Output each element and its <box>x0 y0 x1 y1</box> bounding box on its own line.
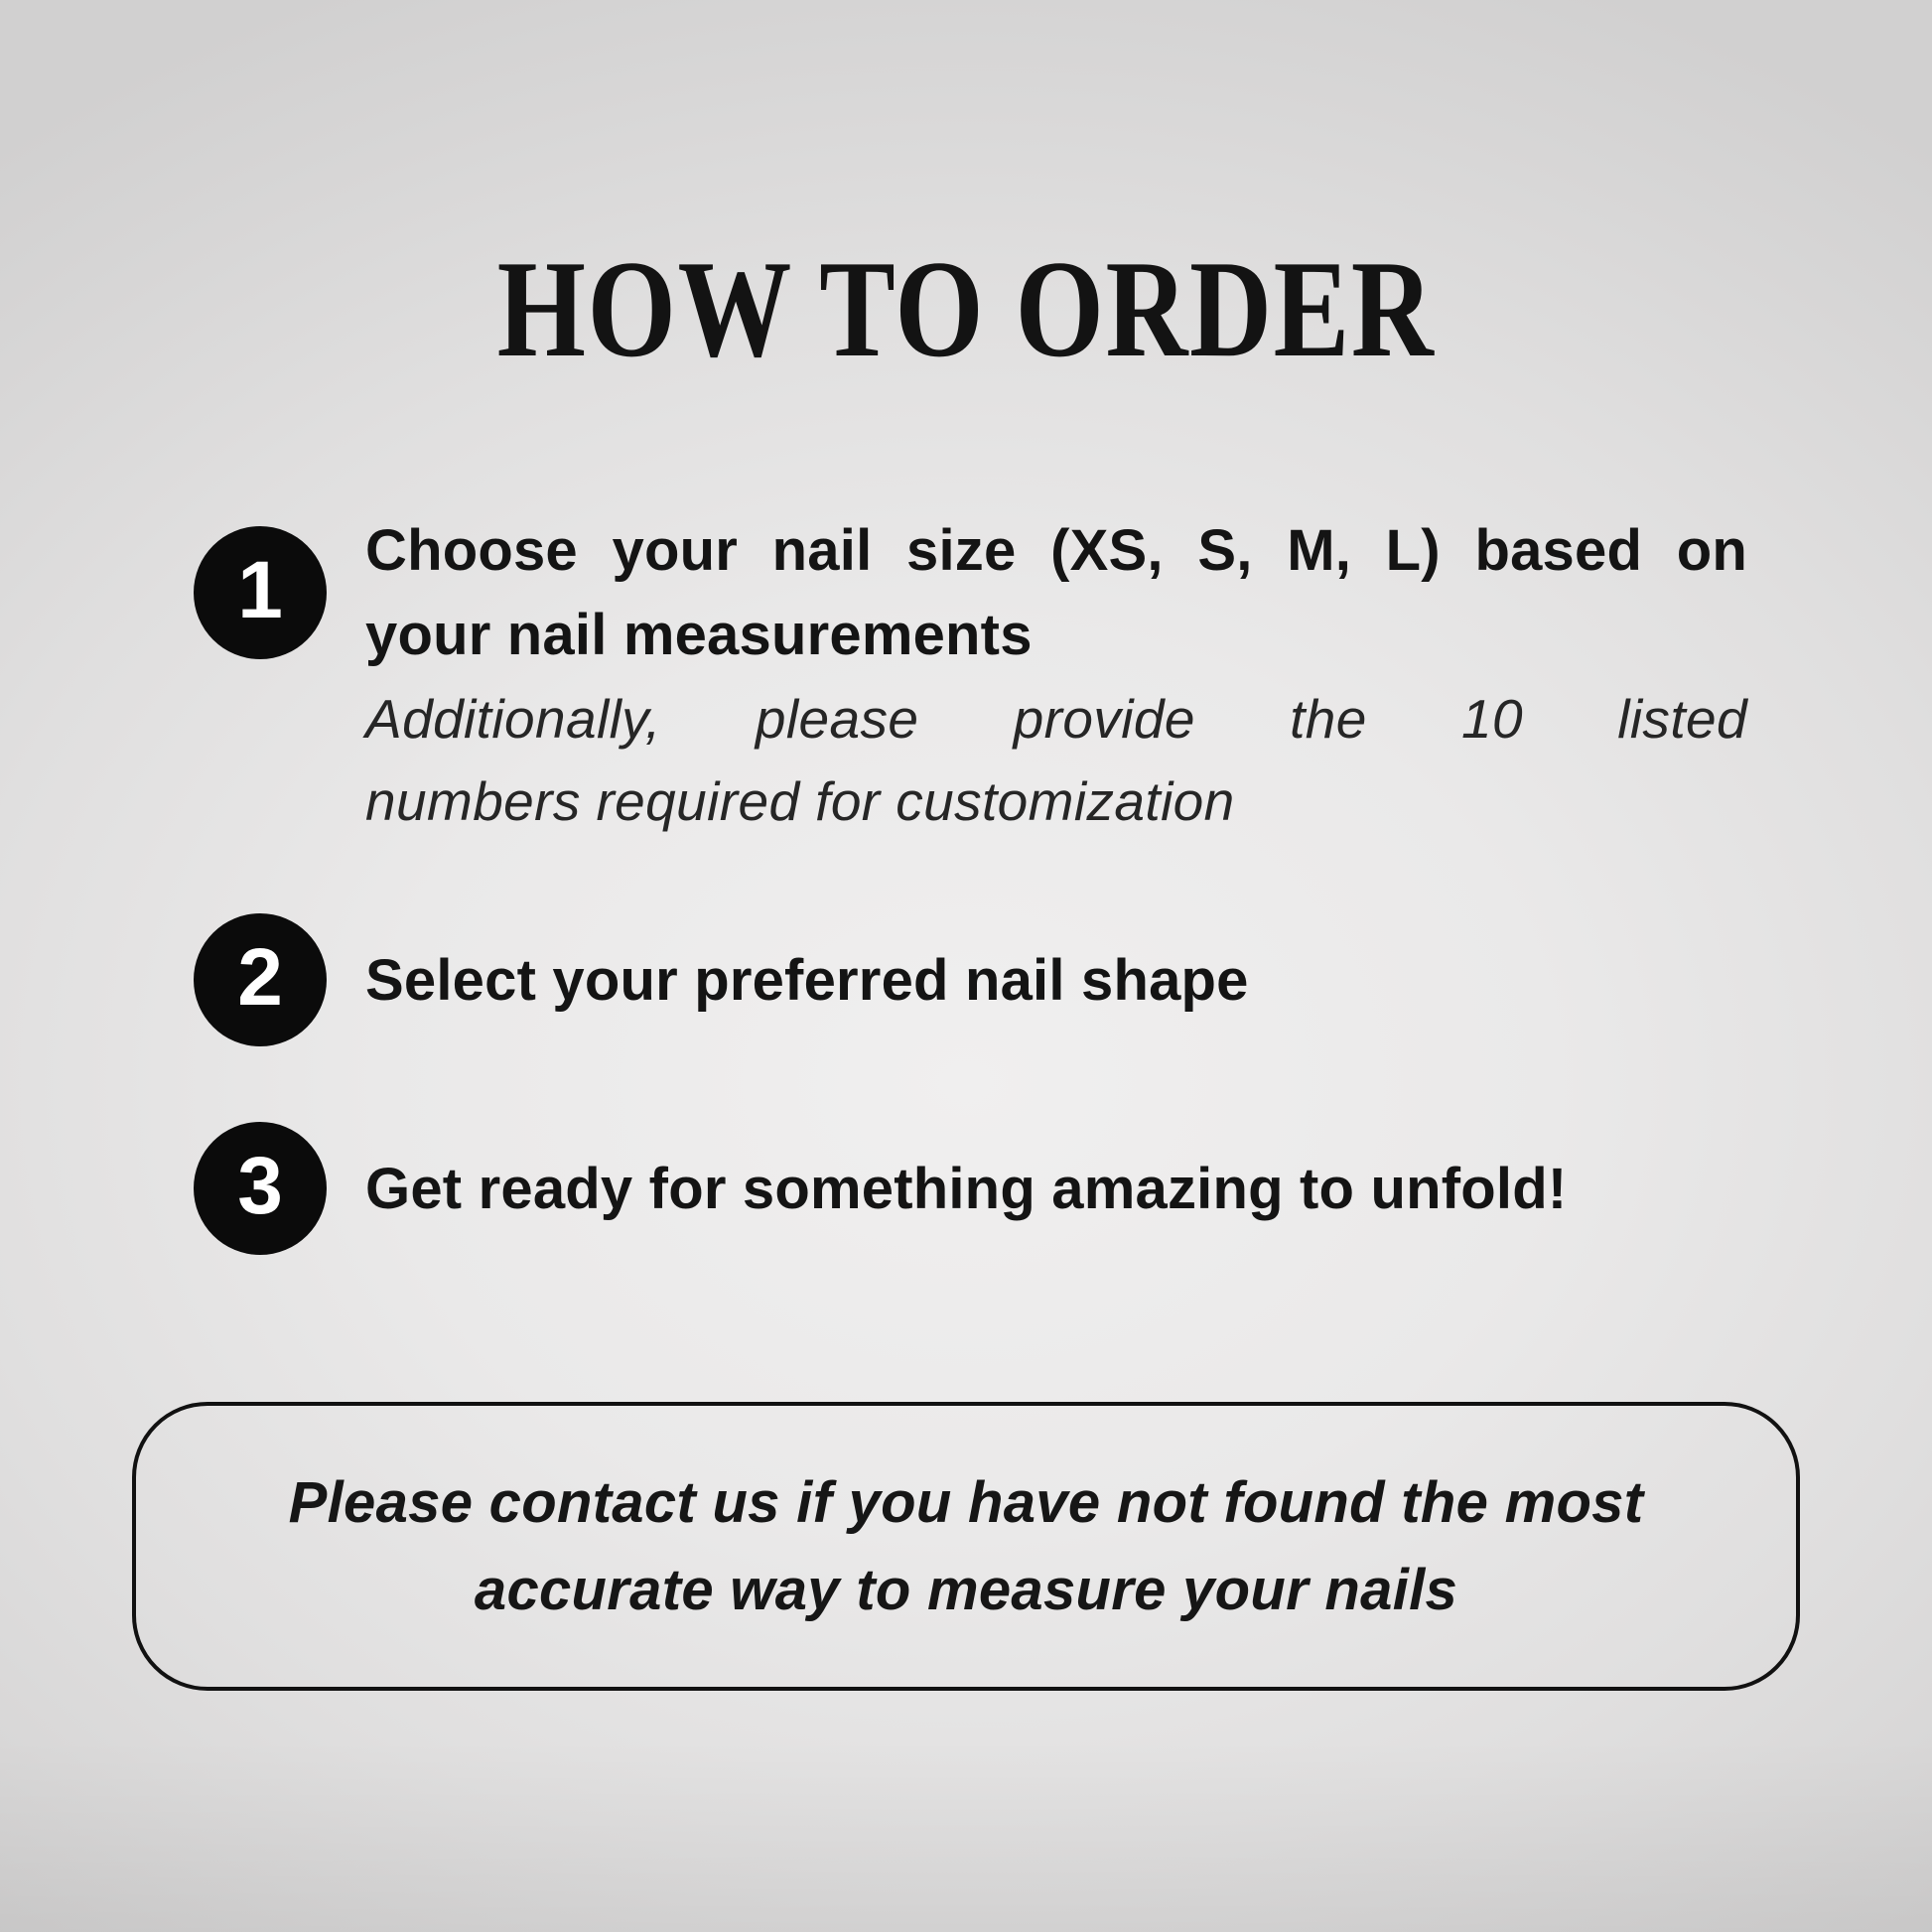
step-1-number-badge <box>194 526 327 659</box>
page-title <box>0 232 1932 421</box>
step-3-number-badge <box>194 1122 327 1255</box>
step-1-heading-line-1: Choose your nail size (XS, S, M, L) based on <box>365 518 1747 583</box>
step-1-note-line-2: numbers required for customization <box>365 770 1235 832</box>
step-3-heading: Get ready for something amazing to unfold! <box>365 1156 1568 1221</box>
page-title-text: HOW TO ORDER <box>496 232 1436 386</box>
step-2-number: 2 <box>237 932 283 1023</box>
step-1-number: 1 <box>237 545 283 635</box>
step-1-heading <box>365 508 1747 677</box>
contact-note-box <box>132 1402 1800 1691</box>
step-3-number: 3 <box>237 1141 283 1231</box>
step-2-row <box>194 913 1747 1046</box>
contact-note-line-1: Please contact us if you have not found the most <box>288 1469 1644 1535</box>
step-2-heading: Select your preferred nail shape <box>365 947 1249 1013</box>
step-1-row <box>194 508 1747 677</box>
step-1-heading-line-2: your nail measurements <box>365 603 1033 667</box>
step-2-number-badge <box>194 913 327 1046</box>
contact-note-line-2: accurate way to measure your nails <box>474 1557 1458 1622</box>
step-1-note <box>365 678 1747 843</box>
step-3-row <box>194 1122 1747 1255</box>
step-1-note-line-1: Additionally, please provide the 10 listed <box>365 688 1747 750</box>
